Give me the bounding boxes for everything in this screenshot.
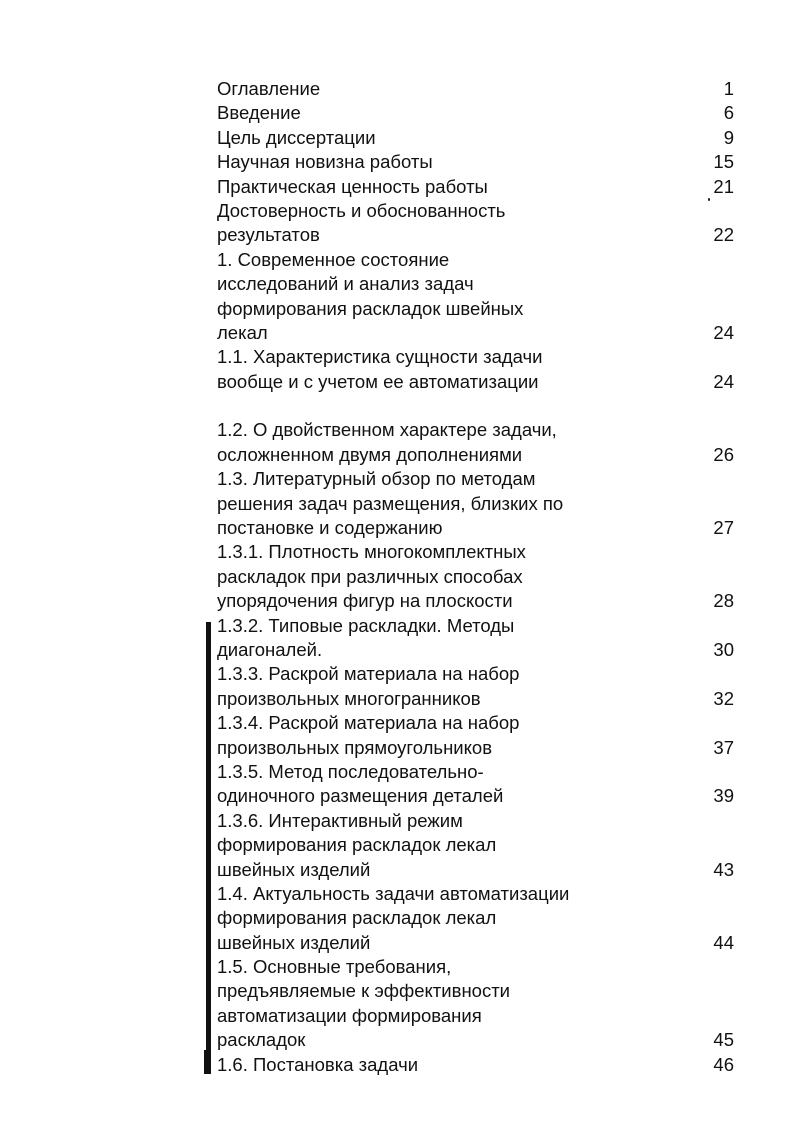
- toc-entry-title: 1.2. О двойственном характере задачи,: [217, 419, 557, 441]
- toc-entry-title: формирования раскладок швейных: [217, 297, 524, 319]
- toc-entry-title: Оглавление: [217, 78, 321, 99]
- toc-entry-title: результатов: [217, 224, 320, 246]
- toc-page-number: 32: [713, 687, 734, 709]
- toc-entry: [217, 662, 737, 711]
- toc-entry-title: лекал: [217, 321, 268, 343]
- toc-entry: [217, 711, 737, 760]
- toc-entry: [217, 418, 737, 467]
- toc-entry-title: швейных изделий: [217, 858, 371, 880]
- toc-page-number: 22: [713, 224, 734, 246]
- toc-entry: [217, 1053, 737, 1077]
- toc-entry-title: постановке и содержанию: [217, 517, 443, 539]
- toc-entry-title: 1.3.5. Метод последовательно-: [217, 760, 484, 782]
- table-of-contents: [217, 77, 737, 1077]
- toc-page-number: 9: [723, 126, 734, 148]
- toc-entry-title: Научная новизна работы: [217, 151, 433, 173]
- toc-entry: [217, 540, 737, 613]
- toc-entry-title: 1.6. Постановка задачи: [217, 1053, 419, 1075]
- toc-entry: [217, 150, 737, 174]
- toc-entry-title: упорядочения фигур на плоскости: [217, 590, 513, 612]
- toc-entry-title: вообще и с учетом ее автоматизации: [217, 370, 539, 392]
- toc-entry: [217, 809, 737, 882]
- toc-entry: [217, 467, 737, 540]
- toc-entry: [217, 955, 737, 1053]
- toc-page-number: 21: [713, 175, 734, 197]
- toc-page-number: 45: [713, 1029, 734, 1051]
- toc-entry: [217, 248, 737, 346]
- toc-page-number: 24: [713, 370, 734, 392]
- toc-entry-title: Достоверность и обоснованность: [217, 199, 506, 221]
- toc-entry-title: 1.3.4. Раскрой материала на набор: [217, 712, 520, 734]
- toc-entry-title: раскладок при различных способах: [217, 565, 523, 587]
- toc-entry-title: 1.5. Основные требования,: [217, 956, 452, 978]
- toc-page-number: 27: [713, 517, 734, 539]
- toc-entry: [217, 77, 737, 101]
- toc-entry-title: диагоналей.: [217, 638, 323, 660]
- toc-entry: [217, 175, 737, 199]
- toc-entry: [217, 614, 737, 663]
- toc-page-number: 6: [723, 102, 734, 124]
- toc-entry-title: 1.4. Актуальность задачи автоматизации: [217, 882, 570, 904]
- toc-entry-title: швейных изделий: [217, 931, 371, 953]
- toc-entry-title: 1.3.1. Плотность многокомплектных: [217, 541, 526, 563]
- toc-entry-title: формирования раскладок лекал: [217, 907, 497, 929]
- toc-entry: [217, 882, 737, 955]
- toc-page-number: 44: [713, 931, 734, 953]
- toc-entry-title: произвольных многогранников: [217, 687, 481, 709]
- toc-entry: [217, 126, 737, 150]
- toc-page-number: 15: [713, 151, 734, 173]
- toc-page-number: 43: [713, 858, 734, 880]
- toc-page-number: 28: [713, 590, 734, 612]
- scan-binding-shadow-tail: [204, 1050, 207, 1074]
- blank-line: [217, 394, 737, 418]
- toc-page-number: 26: [713, 443, 734, 465]
- toc-entry-title: предъявляемые к эффективности: [217, 980, 511, 1002]
- toc-entry: [217, 101, 737, 125]
- scan-binding-shadow: [206, 622, 211, 1074]
- toc-entry: [217, 345, 737, 394]
- toc-entry-title: 1. Современное состояние: [217, 248, 450, 270]
- toc-page-number: 46: [713, 1053, 734, 1075]
- scan-speck: [708, 198, 710, 201]
- toc-entry: [217, 199, 737, 248]
- toc-entry-title: произвольных прямоугольников: [217, 736, 493, 758]
- toc-entry-title: одиночного размещения деталей: [217, 785, 504, 807]
- toc-entry-title: 1.3.2. Типовые раскладки. Методы: [217, 614, 515, 636]
- toc-entry-title: 1.1. Характеристика сущности задачи: [217, 346, 543, 368]
- toc-entry-title: формирования раскладок лекал: [217, 834, 497, 856]
- toc-entry-title: Введение: [217, 102, 301, 124]
- toc-entry-title: 1.3. Литературный обзор по методам: [217, 468, 536, 490]
- toc-entry-title: Цель диссертации: [217, 126, 376, 148]
- toc-page-number: 39: [713, 785, 734, 807]
- toc-page-number: 24: [713, 321, 734, 343]
- toc-entry-title: Практическая ценность работы: [217, 175, 488, 197]
- toc-entry-title: решения задач размещения, близких по: [217, 492, 564, 514]
- toc-entry-title: 1.3.3. Раскрой материала на набор: [217, 663, 520, 685]
- toc-entry-title: исследований и анализ задач: [217, 273, 474, 295]
- toc-entry-title: раскладок: [217, 1029, 306, 1051]
- toc-entry-title: 1.3.6. Интерактивный режим: [217, 809, 463, 831]
- toc-page-number: 37: [713, 736, 734, 758]
- toc-entry-title: автоматизации формирования: [217, 1004, 482, 1026]
- toc-entry-title: осложненном двумя дополнениями: [217, 443, 523, 465]
- toc-page-number: 1: [723, 78, 734, 99]
- toc-entry: [217, 760, 737, 809]
- toc-page-number: 30: [713, 638, 734, 660]
